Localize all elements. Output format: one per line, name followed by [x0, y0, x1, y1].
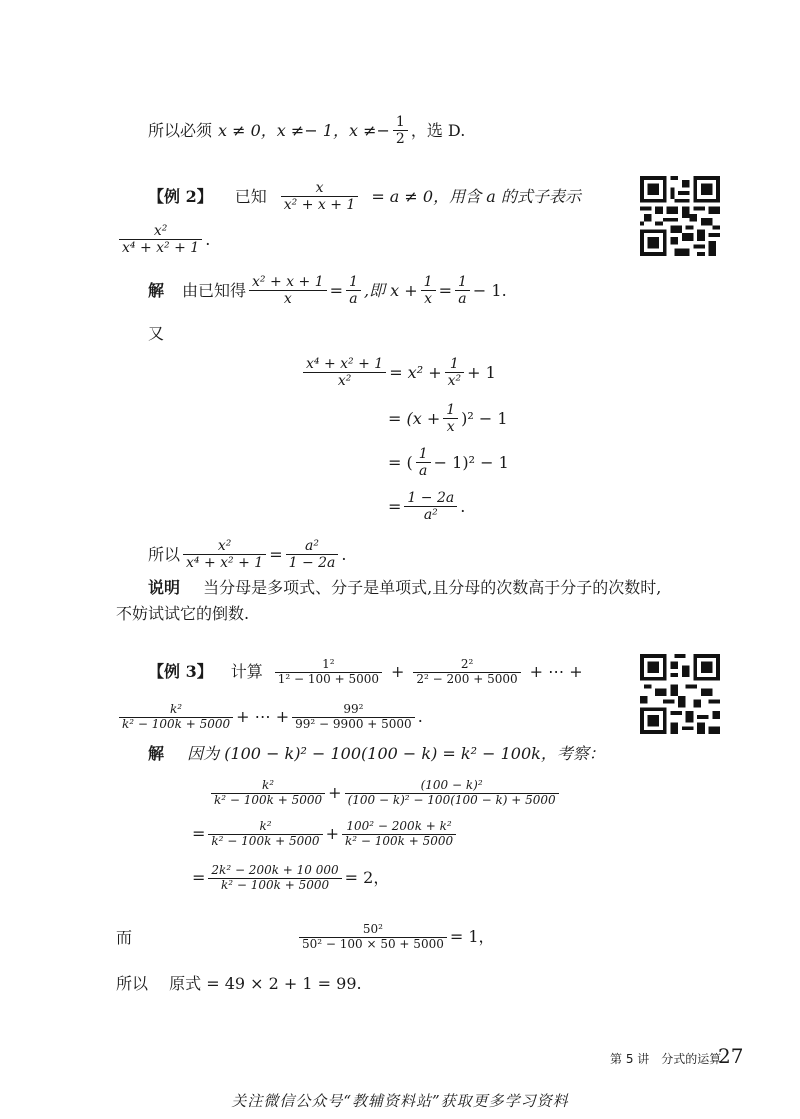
solution-fraction-1: [249, 274, 327, 307]
ellipsis: + ⋯ +: [529, 662, 583, 682]
chapter-label: 第 5 讲 分式的运算: [610, 1052, 722, 1066]
conclusion-fraction-lhs: [183, 538, 266, 571]
top-suffix: ，选 D.: [410, 120, 466, 140]
ellipsis: + ⋯ +: [236, 707, 290, 727]
fraction-denominator: 2² − 200 + 5000: [416, 671, 518, 686]
ex3-fifty-fraction: [299, 923, 447, 952]
example-2-conclusion: [148, 538, 347, 571]
fraction-denominator: a²: [423, 507, 438, 524]
fraction-numerator: x: [281, 180, 359, 197]
fraction-denominator: k² − 100k + 5000: [211, 833, 320, 848]
watermark-banner: 关注微信公众号“教辅资料站”获取更多学习资料: [231, 1092, 569, 1110]
equals-sign: =: [192, 868, 206, 888]
fraction-numerator: 2²: [413, 658, 520, 673]
example-3-header: [148, 658, 583, 687]
example-2-target: [116, 222, 210, 256]
fraction-denominator: 50² − 100 × 50 + 5000: [302, 936, 444, 951]
equals-sign: =: [269, 544, 283, 564]
derivation-line-3: [388, 446, 509, 479]
conclusion-text: 所以: [148, 544, 181, 564]
fraction-numerator: 1: [421, 274, 436, 291]
fraction-denominator: x: [446, 419, 455, 436]
top-line: [148, 114, 465, 147]
derivation-line-4: [388, 490, 465, 523]
solution-tag: 解: [148, 280, 165, 300]
fraction-numerator: 1: [455, 274, 470, 291]
fraction-denominator: 99² − 9900 + 5000: [295, 716, 412, 731]
example-2-header: [148, 180, 581, 213]
plus-sign: +: [328, 783, 342, 803]
fraction-denominator: x²: [447, 373, 462, 390]
example-3-term-99: [292, 703, 415, 732]
derivation-3-b: − 1)² − 1: [433, 452, 509, 472]
fraction-numerator: a²: [286, 538, 339, 555]
ex3-derivation-1: [208, 776, 562, 808]
fraction-numerator: 1²: [275, 658, 382, 673]
period: .: [341, 544, 347, 564]
ex3-final-line: [116, 976, 362, 992]
fraction-denominator: k² − 100k + 5000: [344, 833, 454, 848]
derivation-rhs-1b: + 1: [467, 362, 496, 382]
derivation-rhs-1: = x² +: [389, 362, 442, 382]
solution-text: 由已知得: [182, 280, 247, 300]
fraction-denominator: a: [458, 291, 467, 308]
example-2-text-2: = a ≠ 0，用含 a 的式子表示: [371, 186, 581, 206]
fraction-numerator: x⁴ + x² + 1: [303, 356, 386, 373]
ex3-d1-fraction-a: [211, 779, 325, 808]
fraction-denominator: x⁴ + x² + 1: [122, 240, 200, 257]
fraction-numerator: x² + x + 1: [249, 274, 327, 291]
fraction-numerator: 100² − 200k + k²: [342, 820, 456, 835]
fraction-denominator: x: [424, 291, 433, 308]
ex3-d2-fraction-b: [342, 820, 456, 849]
fraction-denominator: x⁴ + x² + 1: [186, 555, 264, 572]
fraction-denominator: a: [419, 463, 428, 480]
fraction-denominator: x² + x + 1: [283, 197, 356, 214]
plus-sign: +: [325, 824, 339, 844]
fraction-denominator: 1 − 2a: [288, 555, 336, 572]
solution-fraction-3: [421, 274, 436, 307]
ex3-derivation-2: [192, 820, 459, 849]
solution-text-3: − 1.: [472, 280, 507, 300]
equals-sign: =: [192, 824, 206, 844]
fraction-denominator: a: [349, 291, 358, 308]
fraction-denominator: k² − 100k + 5000: [214, 792, 323, 807]
fraction-numerator: 99²: [292, 703, 415, 718]
ex3-d1-fraction-b: [345, 779, 559, 808]
example-3-tag: 【例 3】: [148, 662, 213, 682]
qr-code-icon: [640, 176, 720, 256]
fraction-numerator: 1: [445, 356, 465, 373]
fraction-numerator: 1: [443, 402, 458, 419]
example-3-text: 计算: [230, 662, 263, 682]
fraction-numerator: (100 − k)²: [345, 779, 559, 794]
solution-fraction-4: [455, 274, 470, 307]
fraction-numerator: 50²: [299, 923, 447, 938]
conclusion-fraction-rhs: [286, 538, 339, 571]
derivation-line-2: [388, 402, 508, 435]
derivation-4-fraction: [404, 490, 457, 523]
solution-text-2: ,即 x +: [363, 280, 418, 300]
solution-text: 因为 (100 − k)² − 100(100 − k) = k² − 100k，考察：: [187, 744, 605, 763]
example-2-text-1: 已知: [234, 186, 267, 206]
fraction-numerator: 1 − 2a: [404, 490, 457, 507]
example-3-term-k: [119, 703, 233, 732]
derivation-line-1: [300, 355, 496, 389]
ex3-derivation-3: [192, 864, 389, 893]
example-3-term-1: [275, 658, 382, 687]
fraction-numerator: k²: [208, 820, 322, 835]
example-2-tag: 【例 2】: [148, 186, 213, 206]
example-3-header-2: [116, 700, 423, 732]
fraction-numerator: 1: [393, 114, 408, 131]
derivation-fraction-lhs: [303, 356, 386, 389]
derivation-3-a: = (: [388, 452, 413, 472]
fraction-numerator: k²: [211, 779, 325, 794]
period: .: [205, 229, 211, 249]
ex3-fifty-line: [296, 920, 495, 952]
you-label: 又: [148, 324, 165, 343]
fraction-denominator: (100 − k)² − 100(100 − k) + 5000: [347, 792, 556, 807]
top-half-fraction: [393, 114, 408, 147]
derivation-4-a: =: [388, 496, 402, 516]
solution-fraction-2: [346, 274, 361, 307]
ex3-d3-result: = 2，: [344, 868, 390, 888]
period: .: [417, 707, 423, 727]
top-prefix: 所以必须: [148, 120, 213, 140]
page-number: 27: [718, 1044, 744, 1068]
final-label: 所以: [116, 974, 149, 993]
example-3-solution-line: [148, 746, 605, 762]
fraction-denominator: 1² − 100 + 5000: [277, 671, 379, 686]
fraction-denominator: 2: [395, 131, 405, 148]
fraction-denominator: x²: [337, 373, 352, 390]
example-2-given-fraction: [281, 180, 359, 213]
derivation-4-b: .: [460, 496, 466, 516]
fraction-denominator: x: [283, 291, 292, 308]
fraction-numerator: 1: [416, 446, 431, 463]
fraction-numerator: 2k² − 200k + 10 000: [208, 864, 341, 879]
derivation-3-fraction: [416, 446, 431, 479]
ex3-fifty-result: = 1，: [449, 927, 495, 947]
fraction-numerator: x²: [119, 223, 202, 240]
derivation-2-fraction: [443, 402, 458, 435]
fraction-denominator: k² − 100k + 5000: [220, 877, 330, 892]
top-conditions: x ≠ 0，x ≠− 1，x ≠−: [218, 120, 390, 140]
fraction-denominator: k² − 100k + 5000: [122, 716, 231, 731]
equals-sign: =: [438, 280, 452, 300]
example-2-target-fraction: [119, 223, 202, 256]
solution-tag: 解: [148, 744, 165, 763]
fraction-numerator: k²: [119, 703, 233, 718]
er-label: 而: [116, 928, 133, 947]
note-line-1: [148, 580, 661, 596]
derivation-2-a: = (x +: [388, 408, 441, 428]
ex3-d2-fraction-a: [208, 820, 322, 849]
example-3-term-2: [413, 658, 520, 687]
note-line-2: 不妨试试它的倒数.: [116, 604, 250, 623]
derivation-fraction-rhs: [445, 356, 465, 389]
equals-sign: =: [329, 280, 344, 300]
qr-code-icon: [640, 654, 720, 734]
example-2-solution-line: [148, 274, 507, 307]
fraction-numerator: 1: [346, 274, 361, 291]
final-result: 原式 = 49 × 2 + 1 = 99.: [169, 974, 362, 993]
plus-sign: +: [391, 662, 405, 682]
note-text-1: 当分母是多项式、分子是单项式,且分母的次数高于分子的次数时,: [203, 578, 662, 597]
derivation-2-b: )² − 1: [461, 408, 508, 428]
fraction-numerator: x²: [183, 538, 266, 555]
ex3-d3-fraction: [208, 864, 341, 893]
note-tag: 说明: [148, 578, 181, 597]
